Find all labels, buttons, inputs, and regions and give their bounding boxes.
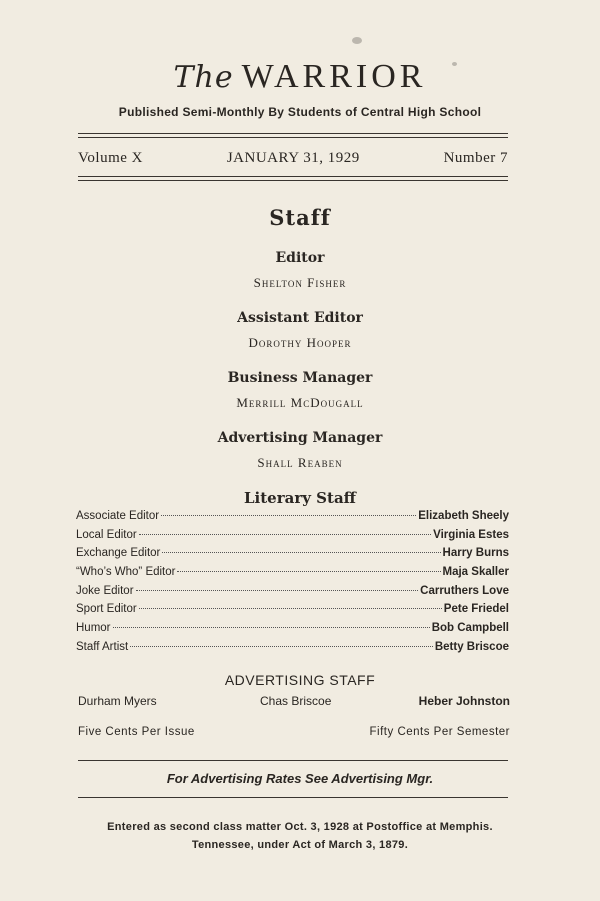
leader-dots xyxy=(139,534,431,535)
officer-name: Merrill McDougall xyxy=(236,395,364,410)
leader-dots xyxy=(162,552,440,553)
divider xyxy=(78,176,508,177)
leader-dots xyxy=(113,627,430,628)
list-item xyxy=(76,641,509,660)
masthead-the: The xyxy=(173,60,234,95)
staff-role: Sport Editor xyxy=(76,603,137,616)
officer-role: Advertising Manager xyxy=(217,430,383,446)
list-item xyxy=(76,510,509,529)
literary-staff-heading: Literary Staff xyxy=(244,489,356,507)
masthead-subtitle: Published Semi-Monthly By Students of Central High School xyxy=(118,105,482,119)
staff-heading: Staff xyxy=(269,205,331,230)
officer-role: Editor xyxy=(275,250,325,266)
advertiser-name: Durham Myers xyxy=(78,694,157,708)
divider xyxy=(78,797,508,798)
price-row xyxy=(78,726,510,738)
staff-name: Betty Briscoe xyxy=(434,640,509,653)
staff-name: Pete Friedel xyxy=(443,603,509,616)
staff-name: Harry Burns xyxy=(442,547,509,560)
staff-role: Staff Artist xyxy=(76,640,129,653)
staff-name: Bob Campbell xyxy=(431,622,509,635)
list-item xyxy=(76,603,509,622)
divider xyxy=(78,180,508,181)
issue-number: Number 7 xyxy=(443,150,508,166)
advertising-staff-heading: ADVERTISING STAFF xyxy=(224,672,376,688)
price-per-issue: Five Cents Per Issue xyxy=(78,726,195,738)
staff-name: Virginia Estes xyxy=(433,528,509,541)
advertising-rates-note: For Advertising Rates See Advertising Mgr. xyxy=(166,771,434,786)
divider xyxy=(78,760,508,761)
masthead-title: WARRIOR xyxy=(241,58,427,95)
divider xyxy=(78,137,508,138)
staff-name: Carruthers Love xyxy=(420,584,509,597)
staff-role: Humor xyxy=(76,622,111,635)
officer-role: Business Manager xyxy=(227,370,373,386)
staff-name: Maja Skaller xyxy=(442,566,509,579)
staff-role: Joke Editor xyxy=(76,584,134,597)
masthead xyxy=(0,58,600,96)
staff-role: Associate Editor xyxy=(76,510,160,522)
issue-volume: Volume X xyxy=(78,150,143,166)
entry-notice-line: Entered as second class matter Oct. 3, 1928 at Postoffice at Memphis. xyxy=(107,821,493,833)
ink-smudge xyxy=(352,37,362,44)
list-item xyxy=(76,529,509,548)
officer-role: Assistant Editor xyxy=(237,310,363,326)
leader-dots xyxy=(161,515,416,516)
officer-name: Dorothy Hooper xyxy=(248,335,352,350)
issue-line xyxy=(78,150,508,167)
price-per-semester: Fifty Cents Per Semester xyxy=(369,726,510,738)
entry-notice xyxy=(0,818,600,854)
leader-dots xyxy=(177,571,440,572)
staff-name: Elizabeth Sheely xyxy=(418,510,509,522)
list-item xyxy=(76,547,509,566)
staff-role: Exchange Editor xyxy=(76,547,161,560)
leader-dots xyxy=(139,608,442,609)
staff-role: Local Editor xyxy=(76,528,137,541)
officer-name: Shelton Fisher xyxy=(253,275,347,290)
list-item xyxy=(76,585,509,604)
issue-date: JANUARY 31, 1929 xyxy=(226,150,360,166)
list-item xyxy=(76,622,509,641)
officer-name: Shall Reaben xyxy=(257,455,343,470)
advertiser-name: Chas Briscoe xyxy=(260,694,332,708)
list-item xyxy=(76,566,509,585)
staff-role: “Who’s Who” Editor xyxy=(76,566,176,579)
divider xyxy=(78,133,508,134)
advertising-staff-names xyxy=(78,694,510,710)
literary-staff-list xyxy=(76,510,509,660)
leader-dots xyxy=(130,646,433,647)
leader-dots xyxy=(136,590,419,591)
entry-notice-line: Tennessee, under Act of March 3, 1879. xyxy=(191,839,409,851)
advertiser-name: Heber Johnston xyxy=(418,694,510,708)
